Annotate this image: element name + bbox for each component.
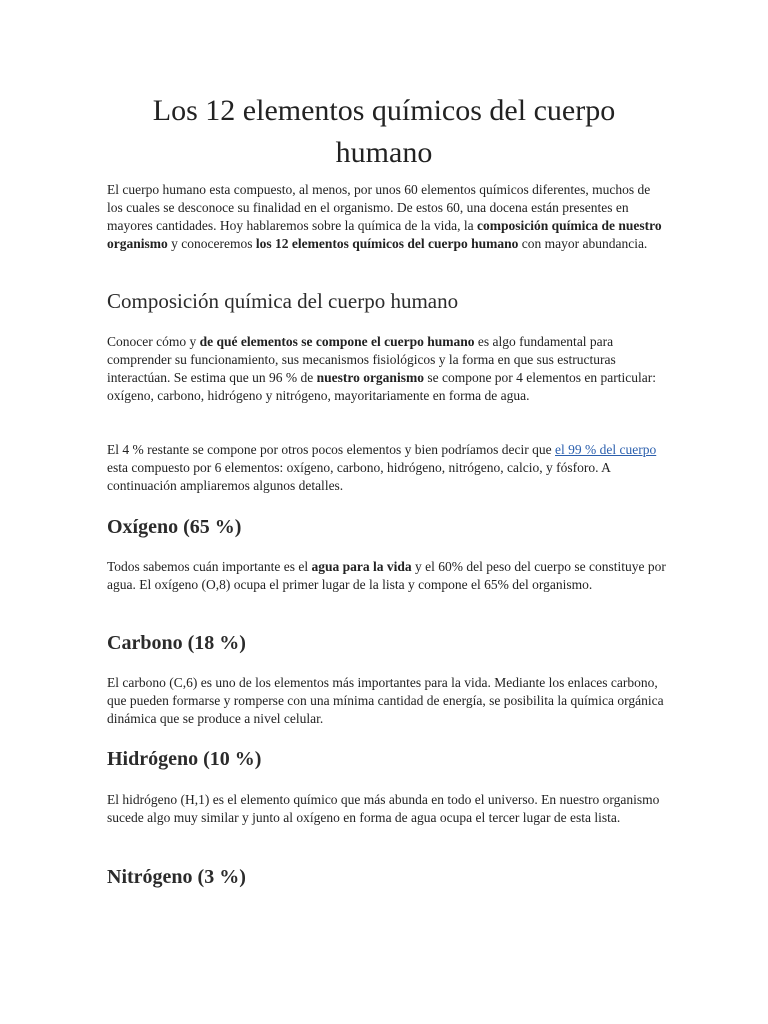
heading-carbono: Carbono (18 %) — [107, 632, 246, 654]
heading-nitrogeno: Nitrógeno (3 %) — [107, 866, 246, 888]
paragraph-conocer: Conocer cómo y de qué elementos se compone el cuerpo humano es algo fundamental para comprender su funcionamiento, sus mecanismos fisiológicos y la forma en que sus estructuras interactúan. Se estima que un 96 % de nuestro organismo se compone por 4 elementos en particular: oxígeno, carbono, hidrógeno y nitrógeno, mayoritariamente en forma de agua. — [107, 334, 656, 403]
bold-nuestro-organismo: nuestro organismo — [316, 370, 424, 385]
paragraph-oxigeno: Todos sabemos cuán importante es el agua para la vida y el 60% del peso del cuerpo se constituye por agua. El oxígeno (O,8) ocupa el primer lugar de la lista y compone el 65% del organismo. — [107, 559, 666, 592]
paragraph-carbono: El carbono (C,6) es uno de los elementos más importantes para la vida. Mediante los enlaces carbono, que pueden formarse y romperse con una mínima cantidad de energía, se posibilita la química orgánica dinámica que se produce a nivel celular. — [107, 675, 664, 726]
bold-agua-vida: agua para la vida — [311, 559, 412, 574]
title-line-2: humano — [335, 136, 433, 169]
link-99-percent[interactable]: el 99 % del cuerpo — [555, 442, 657, 457]
document-title — [120, 90, 648, 174]
heading-hidrogeno: Hidrógeno (10 %) — [107, 748, 262, 770]
intro-paragraph: El cuerpo humano esta compuesto, al menos, por unos 60 elementos químicos diferentes, muchos de los cuales se desconoce su finalidad en el organismo. De estos 60, una docena están presentes en mayores cantidades. Hoy hablaremos sobre la química de la vida, la composición química de nuestro organismo y conoceremos los 12 elementos químicos del cuerpo humano con mayor abundancia. — [107, 182, 662, 251]
bold-composicion: composición química de nuestro organismo — [107, 218, 662, 251]
bold-12-elementos: los 12 elementos químicos del cuerpo humano — [255, 236, 519, 251]
bold-de-que-elementos: de qué elementos se compone el cuerpo humano — [199, 334, 475, 349]
title-line-1: Los 12 elementos químicos del cuerpo — [152, 94, 616, 127]
paragraph-hidrogeno: El hidrógeno (H,1) es el elemento químico que más abunda en todo el universo. En nuestro organismo sucede algo muy similar y junto al oxígeno en forma de agua ocupa el tercer lugar de esta lista. — [107, 792, 660, 825]
paragraph-restante: El 4 % restante se compone por otros pocos elementos y bien podríamos decir que el 99 % del cuerpo esta compuesto por 6 elementos: oxígeno, carbono, hidrógeno, nitrógeno, calcio, y fósforo. A continuación ampliaremos algunos detalles. — [107, 442, 657, 493]
heading-oxigeno: Oxígeno (65 %) — [107, 516, 242, 538]
heading-composicion: Composición química del cuerpo humano — [107, 289, 459, 313]
